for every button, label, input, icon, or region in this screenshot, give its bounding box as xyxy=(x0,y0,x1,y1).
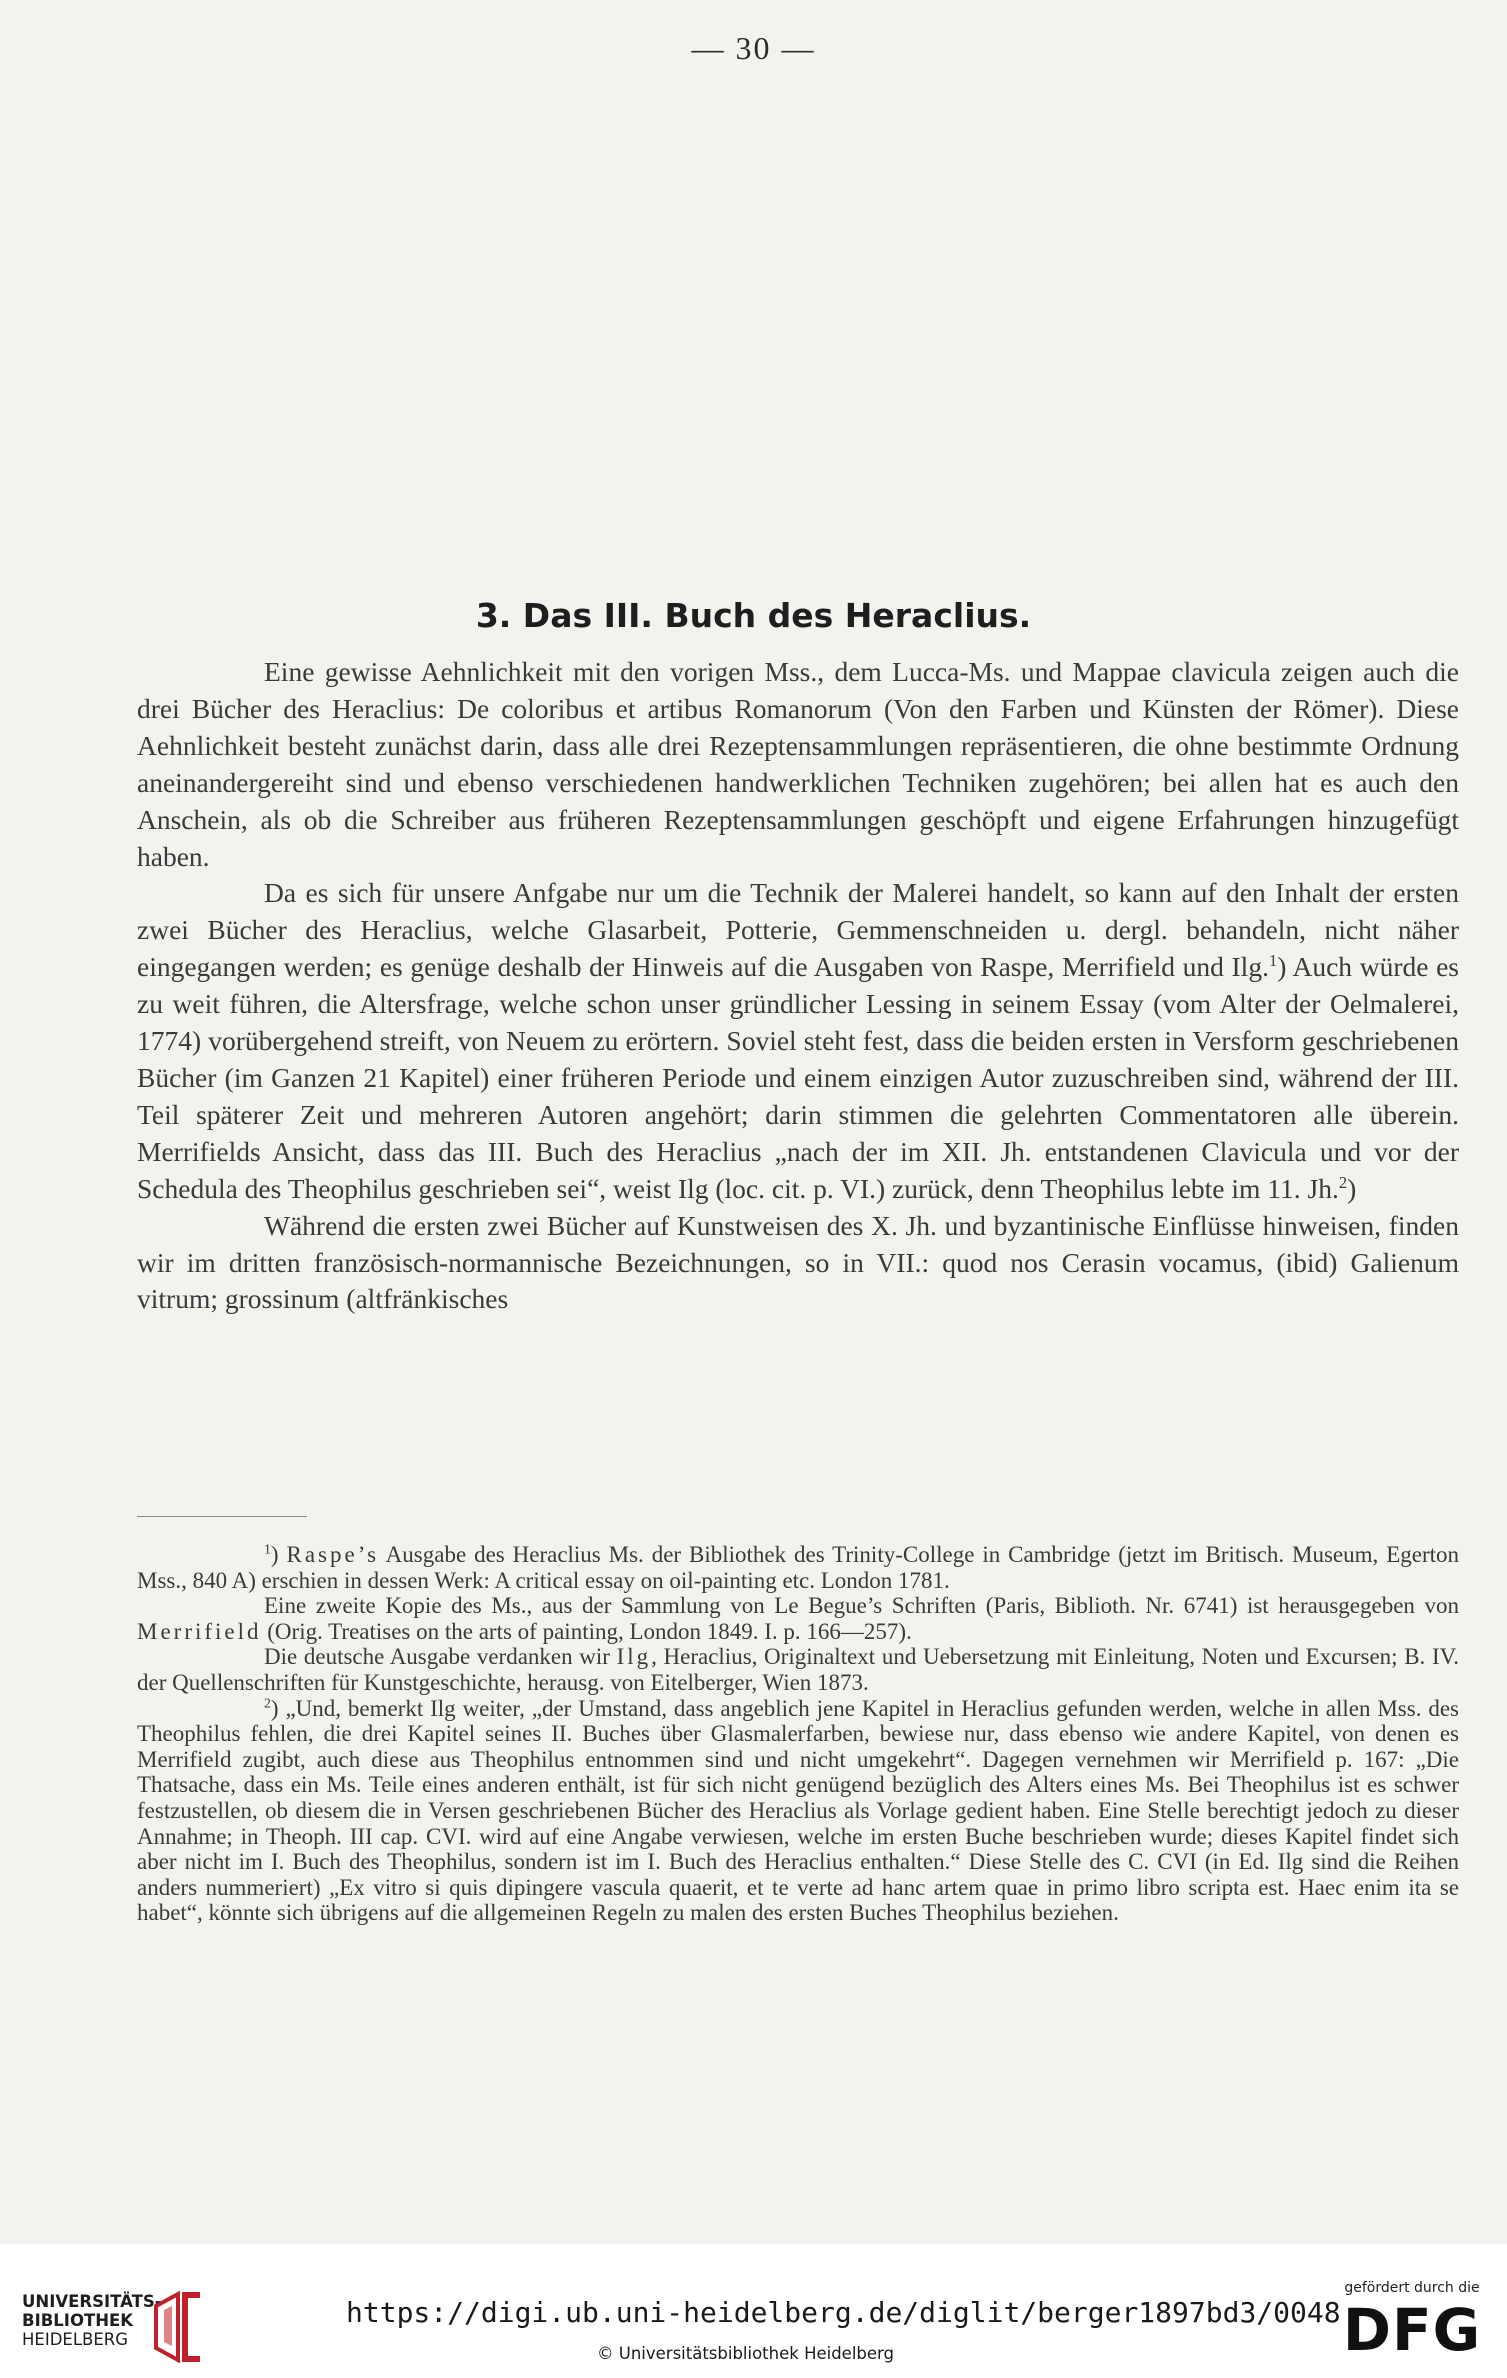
footnotes xyxy=(137,1542,1459,1926)
footnote-2-mark: 2 xyxy=(264,1694,271,1710)
footnote-1c-text-a: Die deutsche Ausgabe verdanken wir xyxy=(264,1644,617,1670)
copyright-notice: © Universitätsbibliothek Heidelberg xyxy=(597,2344,895,2363)
permalink-url[interactable]: https://digi.ub.uni-heidelberg.de/diglit/berger1897bd3/0048 xyxy=(346,2296,1341,2329)
footnote-1b-text-a: Eine zweite Kopie des Ms., aus der Sammlung von Le Begue’s Schriften (Paris, Biblioth. Nr. 6741) ist herausgegeben von xyxy=(264,1593,1459,1619)
footnote-1: $^1$) Raspe’s Ausgabe des Heraclius Ms. der Bibliothek des Trinity-College in Cambridge (jetzt im Britisch. Museum, Egerton Mss., 840 A) erschien in dessen Werk: A critical essay on oil-painting etc. London 1781. xyxy=(137,1541,1459,1593)
footnote-divider xyxy=(137,1516,307,1517)
footnote-1-author: Raspe’s xyxy=(286,1542,380,1567)
footnote-1b-text-b: (Orig. Treatises on the arts of painting, London 1849. I. p. 166—257). xyxy=(261,1618,912,1644)
footer-bar xyxy=(0,2244,1507,2378)
library-emblem-icon xyxy=(152,2288,204,2364)
body-paragraph-2 xyxy=(137,875,1459,1207)
body-paragraph-1: Eine gewisse Aehnlichkeit mit den vorigen Mss., dem Lucca-Ms. und Mappae clavicula zeigen auch die drei Bücher des Heraclius: De coloribus et artibus Romanorum (Von den Farben und Künsten der Römer). Diese Aehnlichkeit besteht zunächst darin, dass alle drei Rezeptensammlungen repräsentieren, die ohne bestimmte Ordnung aneinandergereiht sind und ebenso verschiedenen handwerklichen Techniken zugehören; bei allen hat es auch den Anschein, als ob die Schreiber aus früheren Rezeptensammlungen geschöpft und eigene Erfahrungen hinzugefügt haben. xyxy=(137,656,1459,872)
footnote-2-text: ) „Und, bemerkt Ilg weiter, „der Umstand, dass angeblich jene Kapitel in Heraclius gefunden werden, welche in allen Mss. des Theophilus fehlen, die drei Kapitel seines II. Buches über Glasmalerfarben, bewiese nur, dass ebenso wie andere Kapitel, von denen es Merrifield zugibt, auch diese aus Theophilus entnommen sind und nicht umgekehrt“. Dagegen vernehmen wir Merrifield p. 167: „Die Thatsache, dass ein Ms. Teile eines anderen enthält, ist für sich nicht genügend bezüglich des Alters eines Ms. Bei Theophilus ist es schwer festzustellen, ob diesem die in Versen geschriebenen Bücher des Heraclius als Vorlage gedient haben. Eine Stelle berechtigt jedoch zu dieser Annahme; in Theoph. III cap. CVI. wird auf eine Angabe verwiesen, welche im ersten Buche beschrieben wurde; dieses Kapitel findet sich aber nicht im I. Buch des Theophilus, sondern ist im I. Buch des Heraclius enthalten.“ Diese Stelle des C. CVI (in Ed. Ilg sind die Reihen anders nummeriert) „Ex vitro si quis dipingere vascula quaerit, et te verte ad hanc artem quae in primo libro scripta est. Haec enim ita se habet“, könnte sich übrigens auf die allgemeinen Regeln zu malen des ersten Buches Theophilus beziehen. xyxy=(137,1695,1459,1926)
body-paragraph-2-part-a: Da es sich für unsere Anfgabe nur um die Technik der Malerei handelt, so kann auf den Inhalt der ersten zwei Bücher des Heraclius, welche Glasarbeit, Potterie, Gemmenschneiden u. dergl. behandeln, nicht näher eingegangen werden; es genüge deshalb der Hinweis auf die Ausgaben von Raspe, Merrifield und Ilg. xyxy=(137,877,1459,983)
footnote-1c-text-b: , Heraclius, Originaltext und Uebersetzung mit Einleitung, Noten und Excursen; B. IV. der Quellenschriften für Kunstgeschichte, herausg. von Eitelberger, Wien 1873. xyxy=(137,1644,1460,1695)
footnote-1-text: Ausgabe des Heraclius Ms. der Bibliothek des Trinity-College in Cambridge (jetzt im Britisch. Museum, Egerton Mss., 840 A) erschien in dessen Werk: A critical essay on oil-painting etc. London 1781. xyxy=(137,1542,1459,1593)
library-name-line-2: BIBLIOTHEK xyxy=(22,2311,134,2330)
funder-block[interactable] xyxy=(1342,2280,1482,2364)
body-text xyxy=(137,654,1459,1318)
body-paragraph-3: Während die ersten zwei Bücher auf Kunstweisen des X. Jh. und byzantinische Einflüsse hinweisen, finden wir im dritten französisch-normannische Bezeichnungen, so in VII.: quod nos Cerasin vocamus, (ibid) Galienum vitrum; grossinum (altfränkisches xyxy=(137,1209,1459,1315)
library-name-line-1: UNIVERSITÄTS- xyxy=(22,2292,162,2311)
footnote-1-mark: 1 xyxy=(264,1541,271,1557)
footnote-1c-author: Ilg xyxy=(616,1644,652,1670)
body-paragraph-2-part-c: ) xyxy=(1347,1172,1357,1204)
body-paragraph-2-part-b: ) Auch würde es zu weit führen, die Altersfrage, welche schon unser gründlicher Lessing in seinem Essay (vom Alter der Oelmalerei, 1774) vorübergehend streift, von Neuem zu erörtern. Soviel steht fest, dass die beiden ersten in Versform geschriebenen Bücher (im Ganzen 21 Kapitel) einer früheren Periode und einem einzigen Autor zuzuschreiben sind, während der III. Teil späterer Zeit und mehreren Autoren angehört; darin stimmen die gelehrten Commentatoren alle überein. Merrifields Ansicht, dass das III. Buch des Heraclius „nach der im XII. Jh. entstandenen Clavicula und vor der Schedula des Theophilus geschrieben sei“, weist Ilg (loc. cit. p. VI.) zurück, denn Theophilus lebte im 11. Jh. xyxy=(137,951,1459,1204)
section-heading: 3. Das III. Buch des Heraclius. xyxy=(475,596,1032,635)
library-name-line-3: HEIDELBERG xyxy=(22,2330,129,2349)
footnote-2 xyxy=(137,1696,1459,1926)
library-logo-text[interactable] xyxy=(22,2292,162,2349)
footnote-1-second-copy xyxy=(137,1593,1459,1644)
footnote-ref-2[interactable]: 2 xyxy=(1338,1172,1348,1192)
footnote-1-german-edition xyxy=(137,1644,1459,1695)
page-number: — 30 — xyxy=(691,30,816,66)
footnote-ref-1[interactable]: 1 xyxy=(1268,951,1278,971)
footnote-1b-author: Merrifield xyxy=(137,1618,262,1644)
funding-note: gefördert durch die xyxy=(1344,2280,1480,2296)
dfg-logo: DFG xyxy=(1342,2296,1482,2364)
